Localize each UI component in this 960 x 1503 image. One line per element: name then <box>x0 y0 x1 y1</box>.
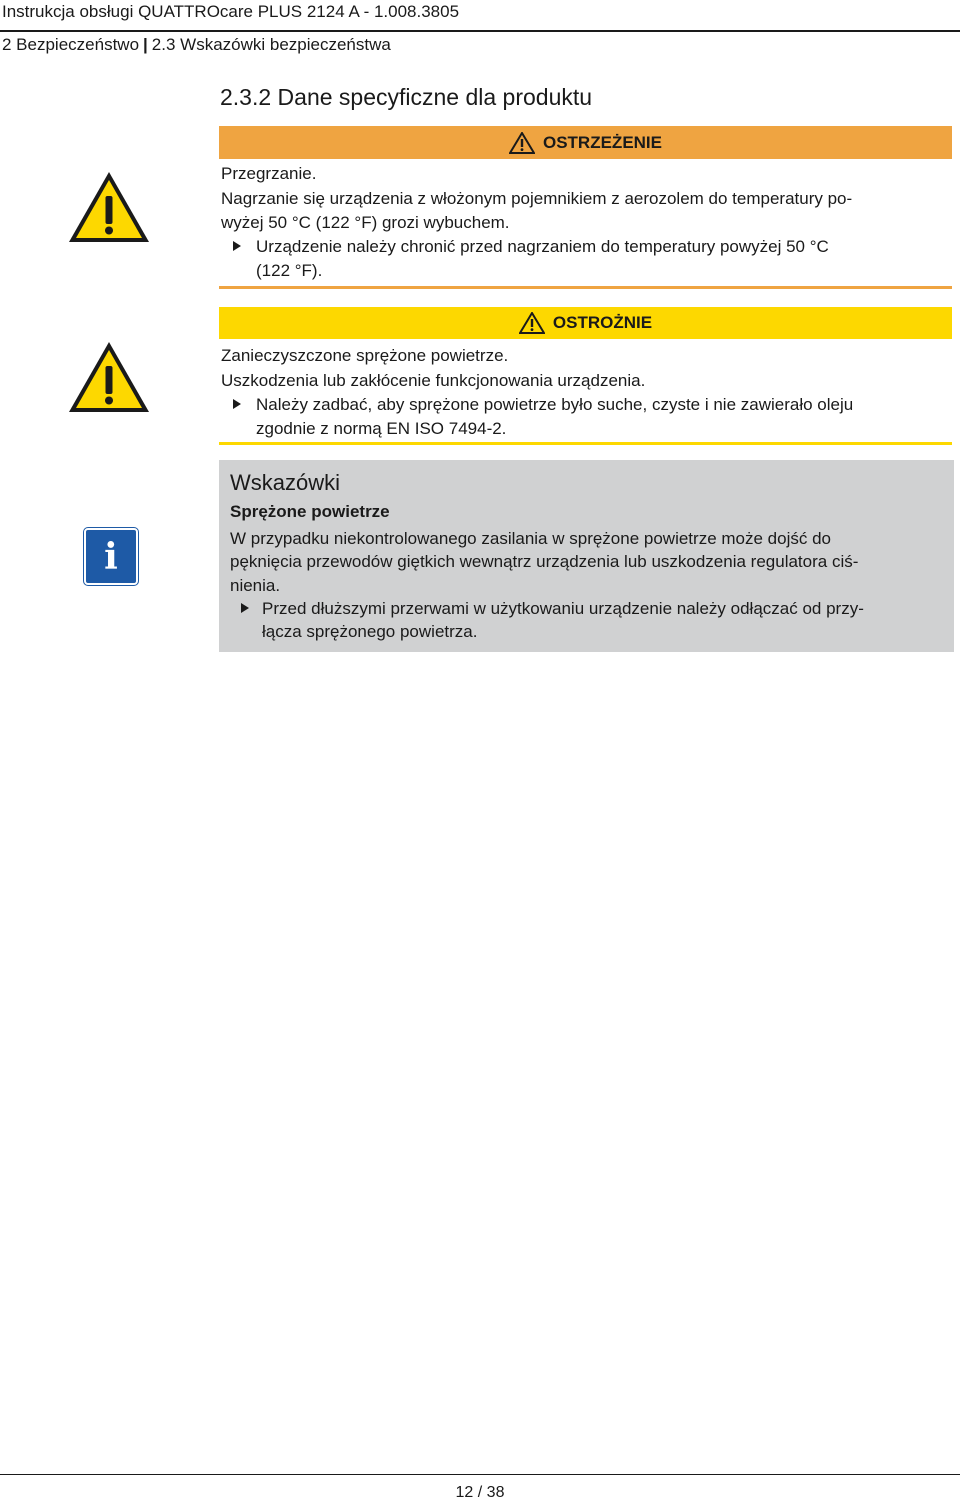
caution-action-line1: Należy zadbać, aby sprężone powietrze było suche, czyste i nie zawierało oleju <box>256 395 854 414</box>
warning-heading: Przegrzanie. <box>221 164 317 183</box>
note-subtitle: Sprężone powietrze <box>230 502 390 521</box>
info-icon: i <box>84 528 138 585</box>
warning-text-line1: Nagrzanie się urządzenia z włożonym pojemnikiem z aerozolem do temperatury po- <box>221 189 853 208</box>
caution-label: OSTROŻNIE <box>552 313 653 332</box>
warning-action-line2: (122 °F). <box>256 261 323 280</box>
caution-bottom-rule <box>219 442 952 445</box>
note-text-line3: nienia. <box>230 576 281 595</box>
warning-text-line2: wyżej 50 °C (122 °F) grozi wybuchem. <box>221 213 510 232</box>
note-title: Wskazówki <box>230 470 341 495</box>
caution-action-line2: zgodnie z normą EN ISO 7494-2. <box>256 419 507 438</box>
document-title: Instrukcja obsługi QUATTROcare PLUS 2124 A - 1.008.3805 <box>2 2 460 21</box>
warning-triangle-icon <box>67 170 151 244</box>
section-title: 2.3.2 Dane specyficzne dla produktu <box>220 84 593 110</box>
note-text-line1: W przypadku niekontrolowanego zasilania w sprężone powietrze może dojść do <box>230 529 831 548</box>
warning-label: OSTRZEŻENIE <box>542 132 662 152</box>
breadcrumb-separator: | <box>143 35 148 54</box>
warning-action-line1: Urządzenie należy chronić przed nagrzaniem do temperatury powyżej 50 °C <box>256 237 829 256</box>
page-number: 12 / 38 <box>455 1484 505 1501</box>
caution-triangle-icon <box>67 340 151 414</box>
triangle-bullet-icon <box>232 398 242 410</box>
note-text-line2: pęknięcia przewodów giętkich wewnątrz urządzenia lub uszkodzenia regulatora ciś- <box>230 552 859 571</box>
breadcrumb-section: 2 Bezpieczeństwo <box>2 35 140 54</box>
footer-divider <box>0 1474 960 1475</box>
caution-banner <box>219 307 952 339</box>
note-action-line2: łącza sprężonego powietrza. <box>262 622 478 641</box>
warning-label-icon <box>509 132 535 154</box>
warning-banner <box>219 126 952 159</box>
breadcrumb-subsection: 2.3 Wskazówki bezpieczeństwa <box>151 35 391 54</box>
warning-bottom-rule <box>219 286 952 289</box>
triangle-bullet-icon <box>232 240 242 252</box>
breadcrumb <box>2 35 391 55</box>
caution-heading: Zanieczyszczone sprężone powietrze. <box>221 346 509 365</box>
header-divider <box>0 30 960 32</box>
note-action-line1: Przed dłuższymi przerwami w użytkowaniu urządzenie należy odłączać od przy- <box>262 599 864 618</box>
caution-label-icon <box>519 312 545 334</box>
triangle-bullet-icon <box>240 602 250 614</box>
caution-text: Uszkodzenia lub zakłócenie funkcjonowania urządzenia. <box>221 371 646 390</box>
